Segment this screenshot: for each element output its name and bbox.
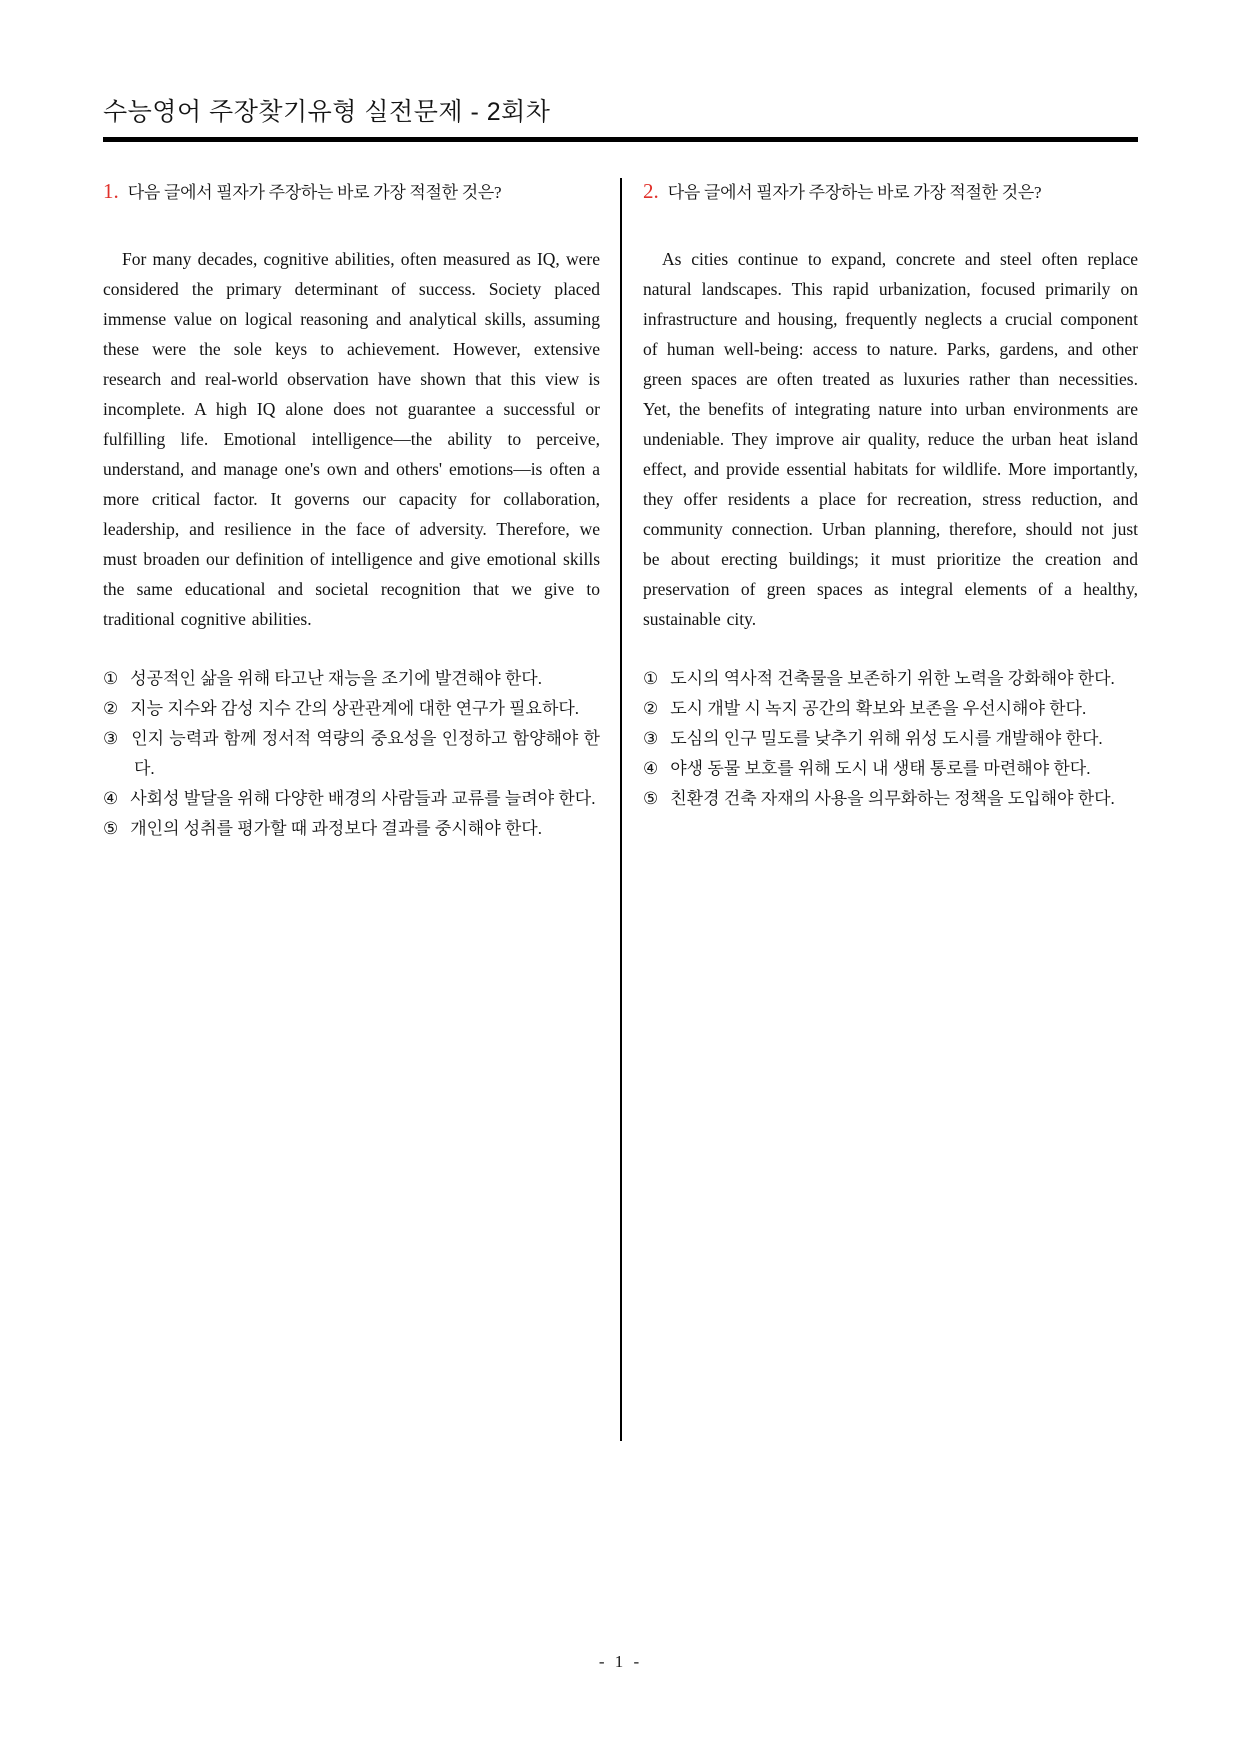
option-text: 도심의 인구 밀도를 낮추기 위해 위성 도시를 개발해야 한다. [670, 729, 1103, 748]
question-2-option-1 [643, 664, 1138, 694]
question-2-number: 2. [643, 179, 659, 203]
option-marker: ① [103, 669, 119, 688]
option-text: 도시의 역사적 건축물을 보존하기 위한 노력을 강화해야 한다. [670, 669, 1115, 688]
option-marker: ④ [103, 789, 119, 808]
option-text: 도시 개발 시 녹지 공간의 확보와 보존을 우선시해야 한다. [670, 699, 1087, 718]
page-title: 수능영어 주장찾기유형 실전문제 - 2회차 [103, 98, 551, 126]
question-2-option-4 [643, 754, 1138, 784]
question-1-header [103, 178, 600, 204]
page-header [103, 92, 1138, 142]
two-column-layout [103, 178, 1138, 1441]
header-rule [103, 137, 1138, 142]
option-text: 야생 동물 보호를 위해 도시 내 생태 통로를 마련해야 한다. [670, 759, 1091, 778]
option-marker: ② [643, 699, 659, 718]
option-text: 인지 능력과 함께 정서적 역량의 중요성을 인정하고 함양해야 한다. [131, 729, 600, 778]
question-1-number: 1. [103, 179, 119, 203]
question-1-option-1 [103, 664, 600, 694]
question-2-column [643, 178, 1138, 1441]
option-marker: ④ [643, 759, 659, 778]
option-text: 성공적인 삶을 위해 타고난 재능을 조기에 발견해야 한다. [130, 669, 542, 688]
question-2-passage: As cities continue to expand, concrete and steel often replace natural landscapes. This rapid urbanization, focused primarily on infrastructure and housing, frequently neglects a crucial component of human well-being: access to nature. Parks, gardens, and other green spaces are often treated as luxuries rather than necessities. Yet, the benefits of integrating nature into urban environments are undeniable. They improve air quality, reduce the urban heat island effect, and provide essential habitats for wildlife. More importantly, they offer residents a place for recreation, stress reduction, and community connection. Urban planning, therefore, should not just be about erecting buildings; it must prioritize the creation and preservation of green spaces as integral elements of a healthy, sustainable city. [643, 249, 1138, 629]
question-1-passage: For many decades, cognitive abilities, often measured as IQ, were considered the primary determinant of success. Society placed immense value on logical reasoning and analytical skills, assuming these were the sole keys to achievement. However, extensive research and real-world observation have shown that this view is incomplete. A high IQ alone does not guarantee a successful or fulfilling life. Emotional intelligence—the ability to perceive, understand, and manage one's own and others' emotions—is often a more critical factor. It governs our capacity for collaboration, leadership, and resilience in the face of adversity. Therefore, we must broaden our definition of intelligence and give emotional skills the same educational and societal recognition that we give to traditional cognitive abilities. [103, 249, 600, 629]
column-divider [620, 178, 622, 1441]
question-2-header [643, 178, 1138, 204]
question-1-option-2 [103, 694, 600, 724]
option-text: 지능 지수와 감성 지수 간의 상관관계에 대한 연구가 필요하다. [130, 699, 580, 718]
option-marker: ⑤ [643, 789, 659, 808]
option-marker: ③ [103, 729, 120, 748]
question-2-options [643, 664, 1138, 814]
question-1-prompt: 다음 글에서 필자가 주장하는 바로 가장 적절한 것은? [127, 183, 502, 202]
question-1-option-3 [103, 724, 600, 784]
option-marker: ⑤ [103, 819, 119, 838]
option-marker: ③ [643, 729, 659, 748]
question-2-option-3 [643, 724, 1138, 754]
page-number: - 1 - [598, 1652, 643, 1671]
option-text: 개인의 성취를 평가할 때 과정보다 결과를 중시해야 한다. [130, 819, 542, 838]
question-1-option-4 [103, 784, 600, 814]
option-marker: ② [103, 699, 119, 718]
question-1-options [103, 664, 600, 844]
option-text: 친환경 건축 자재의 사용을 의무화하는 정책을 도입해야 한다. [670, 789, 1115, 808]
question-1-option-5 [103, 814, 600, 844]
question-1-column [103, 178, 600, 1441]
question-2-option-2 [643, 694, 1138, 724]
option-text: 사회성 발달을 위해 다양한 배경의 사람들과 교류를 늘려야 한다. [130, 789, 596, 808]
question-2-option-5 [643, 784, 1138, 814]
question-2-prompt: 다음 글에서 필자가 주장하는 바로 가장 적절한 것은? [667, 183, 1042, 202]
option-marker: ① [643, 669, 659, 688]
